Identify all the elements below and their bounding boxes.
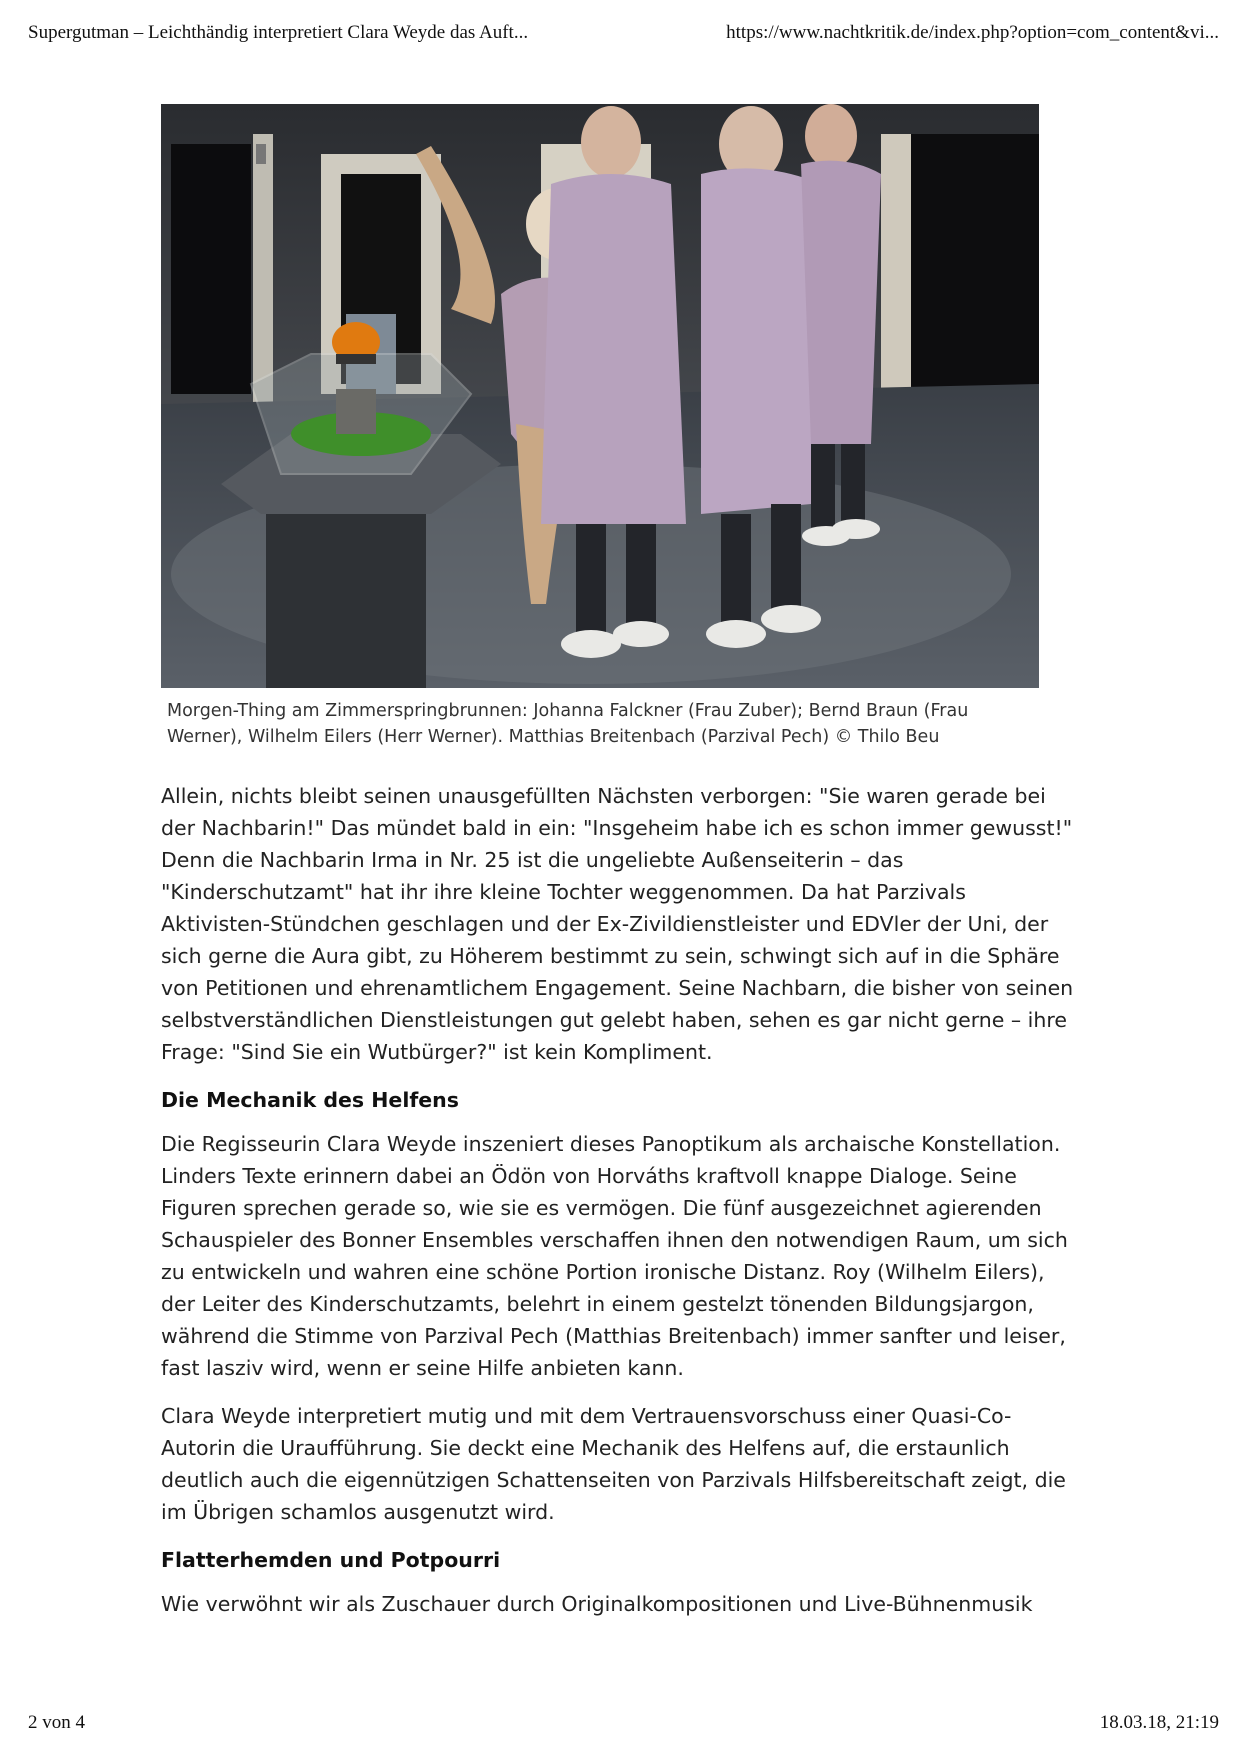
article-content: [161, 104, 1081, 1636]
article-body: [161, 780, 1081, 1620]
paragraph: Clara Weyde interpretiert mutig und mit dem Vertrauensvorschuss einer Quasi-Co-Autorin die Uraufführung. Sie deckt eine Mechanik des Helfens auf, die erstaunlich deutlich auch die eigennützigen Schattenseiten von Parzivals Hilfsbereitschaft zeigt, die im Übrigen schamlos ausgenutzt wird.: [161, 1404, 1066, 1524]
print-header: [0, 22, 1239, 52]
page-url: https://www.nachtkritik.de/index.php?option=com_content&vi...: [726, 22, 1219, 43]
paragraph: Die Regisseurin Clara Weyde inszeniert dieses Panoptikum als archaische Konstellation. Linders Texte erinnern dabei an Ödön von Horváths kraftvoll knappe Dialoge. Seine Figuren sprechen gerade so, wie sie es vermögen. Die fünf ausgezeichnet agierenden Schauspieler des Bonner Ensembles verschaffen ihnen den notwendigen Raum, um sich zu entwickeln und wahren eine schöne Portion ironische Distanz. Roy (Wilhelm Eilers), der Leiter des Kinderschutzamts, belehrt in einem gestelzt tönenden Bildungsjargon, während die Stimme von Parzival Pech (Matthias Breitenbach) immer sanfter und leiser, fast lasziv wird, wenn er seine Hilfe anbieten kann.: [161, 1132, 1068, 1380]
stage-photo-illustration: [161, 104, 1039, 688]
page-number: 2 von 4: [28, 1712, 85, 1733]
photo-caption: Morgen-Thing am Zimmerspringbrunnen: Johanna Falckner (Frau Zuber); Bernd Braun (Frau Werner), Wilhelm Eilers (Herr Werner). Matthias Breitenbach (Parzival Pech) © Thilo Beu: [167, 701, 969, 747]
section-heading: Die Mechanik des Helfens: [161, 1088, 459, 1112]
page-title: Supergutman – Leichthändig interpretiert Clara Weyde das Auft...: [28, 22, 529, 43]
section-heading: Flatterhemden und Potpourri: [161, 1548, 501, 1572]
print-footer: [0, 1712, 1239, 1742]
print-datetime: 18.03.18, 21:19: [1099, 1712, 1219, 1733]
paragraph: Allein, nichts bleibt seinen unausgefüllten Nächsten verborgen: "Sie waren gerade bei der Nachbarin!" Das mündet bald in ein: "Insgeheim habe ich es schon immer gewusst!" Denn die Nachbarin Irma in Nr. 25 ist die ungeliebte Außenseiterin – das "Kinderschutzamt" hat ihr ihre kleine Tochter weggenommen. Da hat Parzivals Aktivisten-Stündchen geschlagen und der Ex-Zivildienstleister und EDVler der Uni, der sich gerne die Aura gibt, zu Höherem bestimmt zu sein, schwingt sich auf in die Sphäre von Petitionen und ehrenamtlichem Engagement. Seine Nachbarn, die bisher von seinen selbstverständlichen Dienstleistungen gut gelebt haben, sehen es gar nicht gerne – ihre Frage: "Sind Sie ein Wutbürger?" ist kein Kompliment.: [161, 784, 1074, 1064]
stage-photo: [161, 104, 1039, 688]
paragraph: Wie verwöhnt wir als Zuschauer durch Originalkompositionen und Live-Bühnenmusik: [161, 1592, 1033, 1616]
